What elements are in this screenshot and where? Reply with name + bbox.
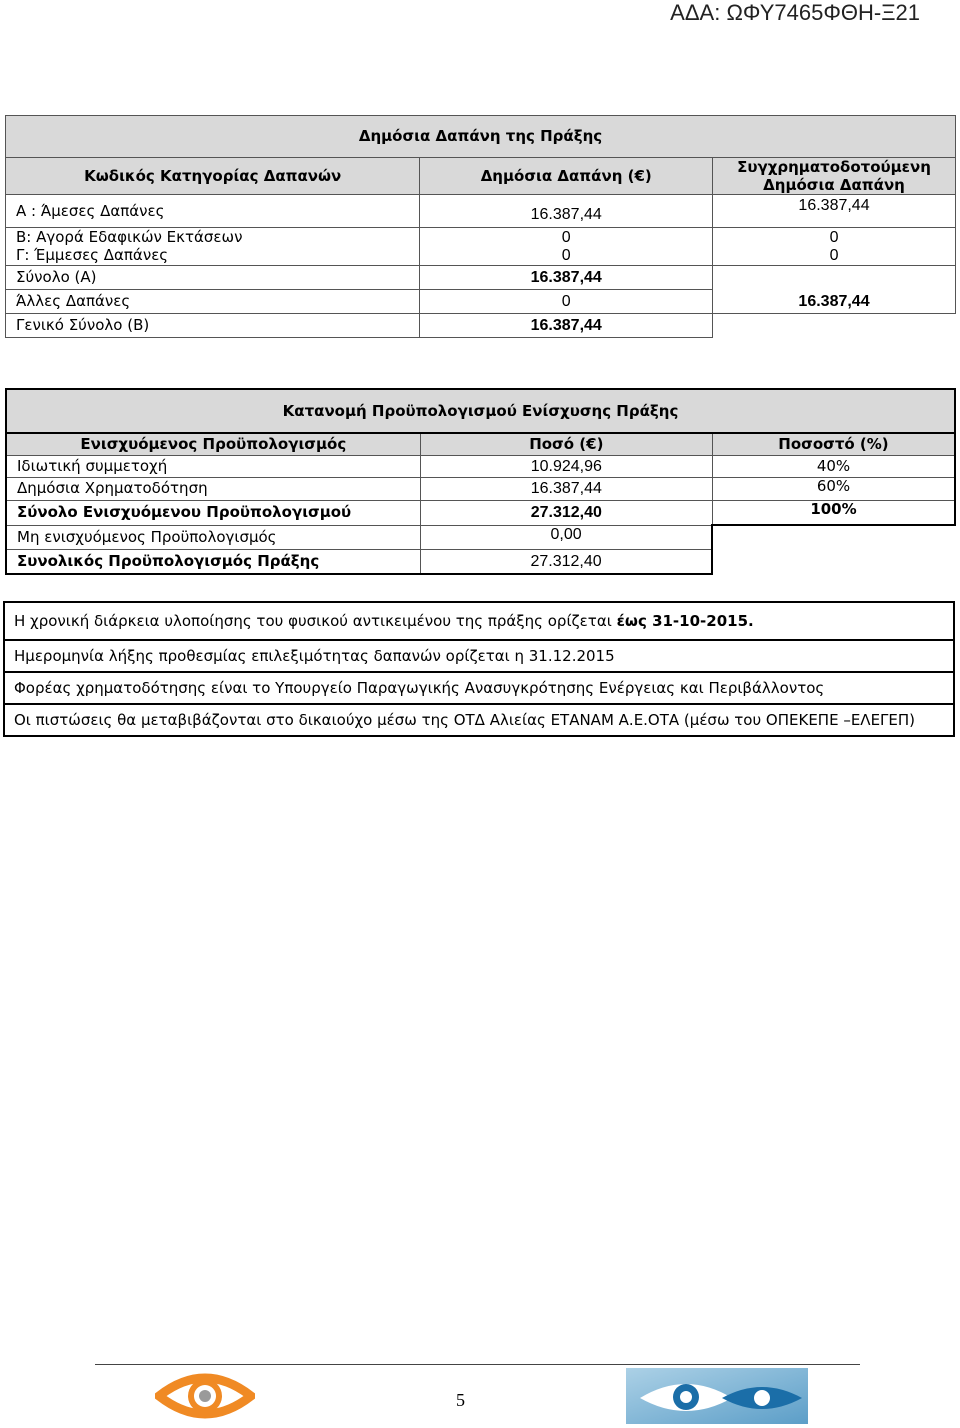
document-ada-code: ΑΔΑ: ΩΦΥ7465ΦΘΗ-Ξ21: [670, 0, 920, 25]
percent-value: 60%: [712, 477, 955, 500]
eye-logo-orange-icon: [155, 1366, 255, 1424]
deadline-text: Ημερομηνία λήξης προθεσμίας επιλεξιμότητας δαπανών ορίζεται η 31.12.2015: [14, 647, 615, 665]
cofinanced-value: 16.387,44: [713, 195, 956, 228]
table-row: [6, 455, 955, 477]
table-row: [6, 314, 956, 338]
percent-value: 40%: [712, 455, 955, 477]
cofinanced-value: [713, 314, 956, 338]
row-label: Γενικό Σύνολο (Β): [6, 314, 420, 338]
budget-allocation-table: [5, 388, 956, 575]
row-label: Δημόσια Χρηματοδότηση: [6, 477, 420, 500]
transfer-row: [5, 705, 953, 735]
cofinanced-value: [713, 266, 956, 290]
funder-text: Φορέας χρηματοδότησης είναι το Υπουργείο Παραγωγικής Ανασυγκρότησης Ενέργειας και Περιβάλλοντος: [14, 679, 825, 697]
public-expense-value: 0: [420, 228, 713, 247]
percent-value: [712, 525, 955, 549]
row-label: Άλλες Δαπάνες: [6, 290, 420, 314]
row-label: Ιδιωτική συμμετοχή: [6, 455, 420, 477]
table-row: [6, 525, 955, 549]
amount-value: 27.312,40: [420, 549, 712, 574]
table-row: [6, 266, 956, 290]
amount-value: 10.924,96: [420, 455, 712, 477]
duration-text: Η χρονική διάρκεια υλοποίησης του φυσικού αντικειμένου της πράξης ορίζεται: [14, 612, 617, 630]
public-expense-value: 16.387,44: [420, 195, 713, 228]
cofinanced-value: 0: [713, 247, 956, 266]
row-label: Γ: Έμμεσες Δαπάνες: [6, 247, 420, 266]
cofinanced-value: 0: [713, 228, 956, 247]
column-header-public-expense: Δημόσια Δαπάνη (€): [420, 158, 713, 195]
duration-end-date: έως 31-10-2015.: [616, 612, 754, 630]
column-header-category: Κωδικός Κατηγορίας Δαπανών: [6, 158, 420, 195]
row-label: Συνολικός Προϋπολογισμός Πράξης: [6, 549, 420, 574]
percent-value: [712, 549, 955, 574]
table-row: [6, 228, 956, 247]
page-number: 5: [456, 1390, 465, 1410]
project-info-box: [3, 601, 955, 737]
deadline-row: [5, 641, 953, 673]
column-header-cofinanced: Συγχρηματοδοτούμενη Δημόσια Δαπάνη: [713, 158, 956, 195]
table-row: [6, 500, 955, 525]
amount-value: 27.312,40: [420, 500, 712, 525]
eye-logo-blue-icon: [626, 1368, 808, 1424]
amount-value: 16.387,44: [420, 477, 712, 500]
row-label: Β: Αγορά Εδαφικών Εκτάσεων: [6, 228, 420, 247]
amount-value: 0,00: [420, 525, 712, 549]
row-label: Σύνολο (Α): [6, 266, 420, 290]
column-header-amount: Ποσό (€): [420, 433, 712, 455]
table-row: [6, 290, 956, 314]
table-row: [6, 549, 955, 574]
table-row: [6, 477, 955, 500]
public-expense-table: [5, 115, 956, 338]
public-expense-value: 0: [420, 290, 713, 314]
funder-row: [5, 673, 953, 705]
row-label: Σύνολο Ενισχυόμενου Προϋπολογισμού: [6, 500, 420, 525]
public-expense-value: 16.387,44: [420, 314, 713, 338]
transfer-text: Οι πιστώσεις θα μεταβιβάζονται στο δικαιούχο μέσω της ΟΤΔ Αλιείας ΕΤΑΝΑΜ Α.Ε.ΟΤΑ (μέσω του ΟΠΕΚΕΠΕ –ΕΛΕΓΕΠ): [14, 711, 916, 729]
footer-divider: [95, 1364, 860, 1365]
duration-row: [5, 603, 953, 641]
column-header-percent: Ποσοστό (%): [712, 433, 955, 455]
column-header-budget: Ενισχυόμενος Προϋπολογισμός: [6, 433, 420, 455]
table-row: [6, 247, 956, 266]
public-expense-value: 0: [420, 247, 713, 266]
percent-value: 100%: [712, 500, 955, 525]
cofinanced-value: 16.387,44: [713, 290, 956, 314]
public-expense-value: 16.387,44: [420, 266, 713, 290]
row-label: Α : Άμεσες Δαπάνες: [6, 195, 420, 228]
table-row: [6, 195, 956, 228]
table-title: Δημόσια Δαπάνη της Πράξης: [6, 116, 956, 158]
table-title: Κατανομή Προϋπολογισμού Ενίσχυσης Πράξης: [6, 389, 955, 433]
row-label: Μη ενισχυόμενος Προϋπολογισμός: [6, 525, 420, 549]
